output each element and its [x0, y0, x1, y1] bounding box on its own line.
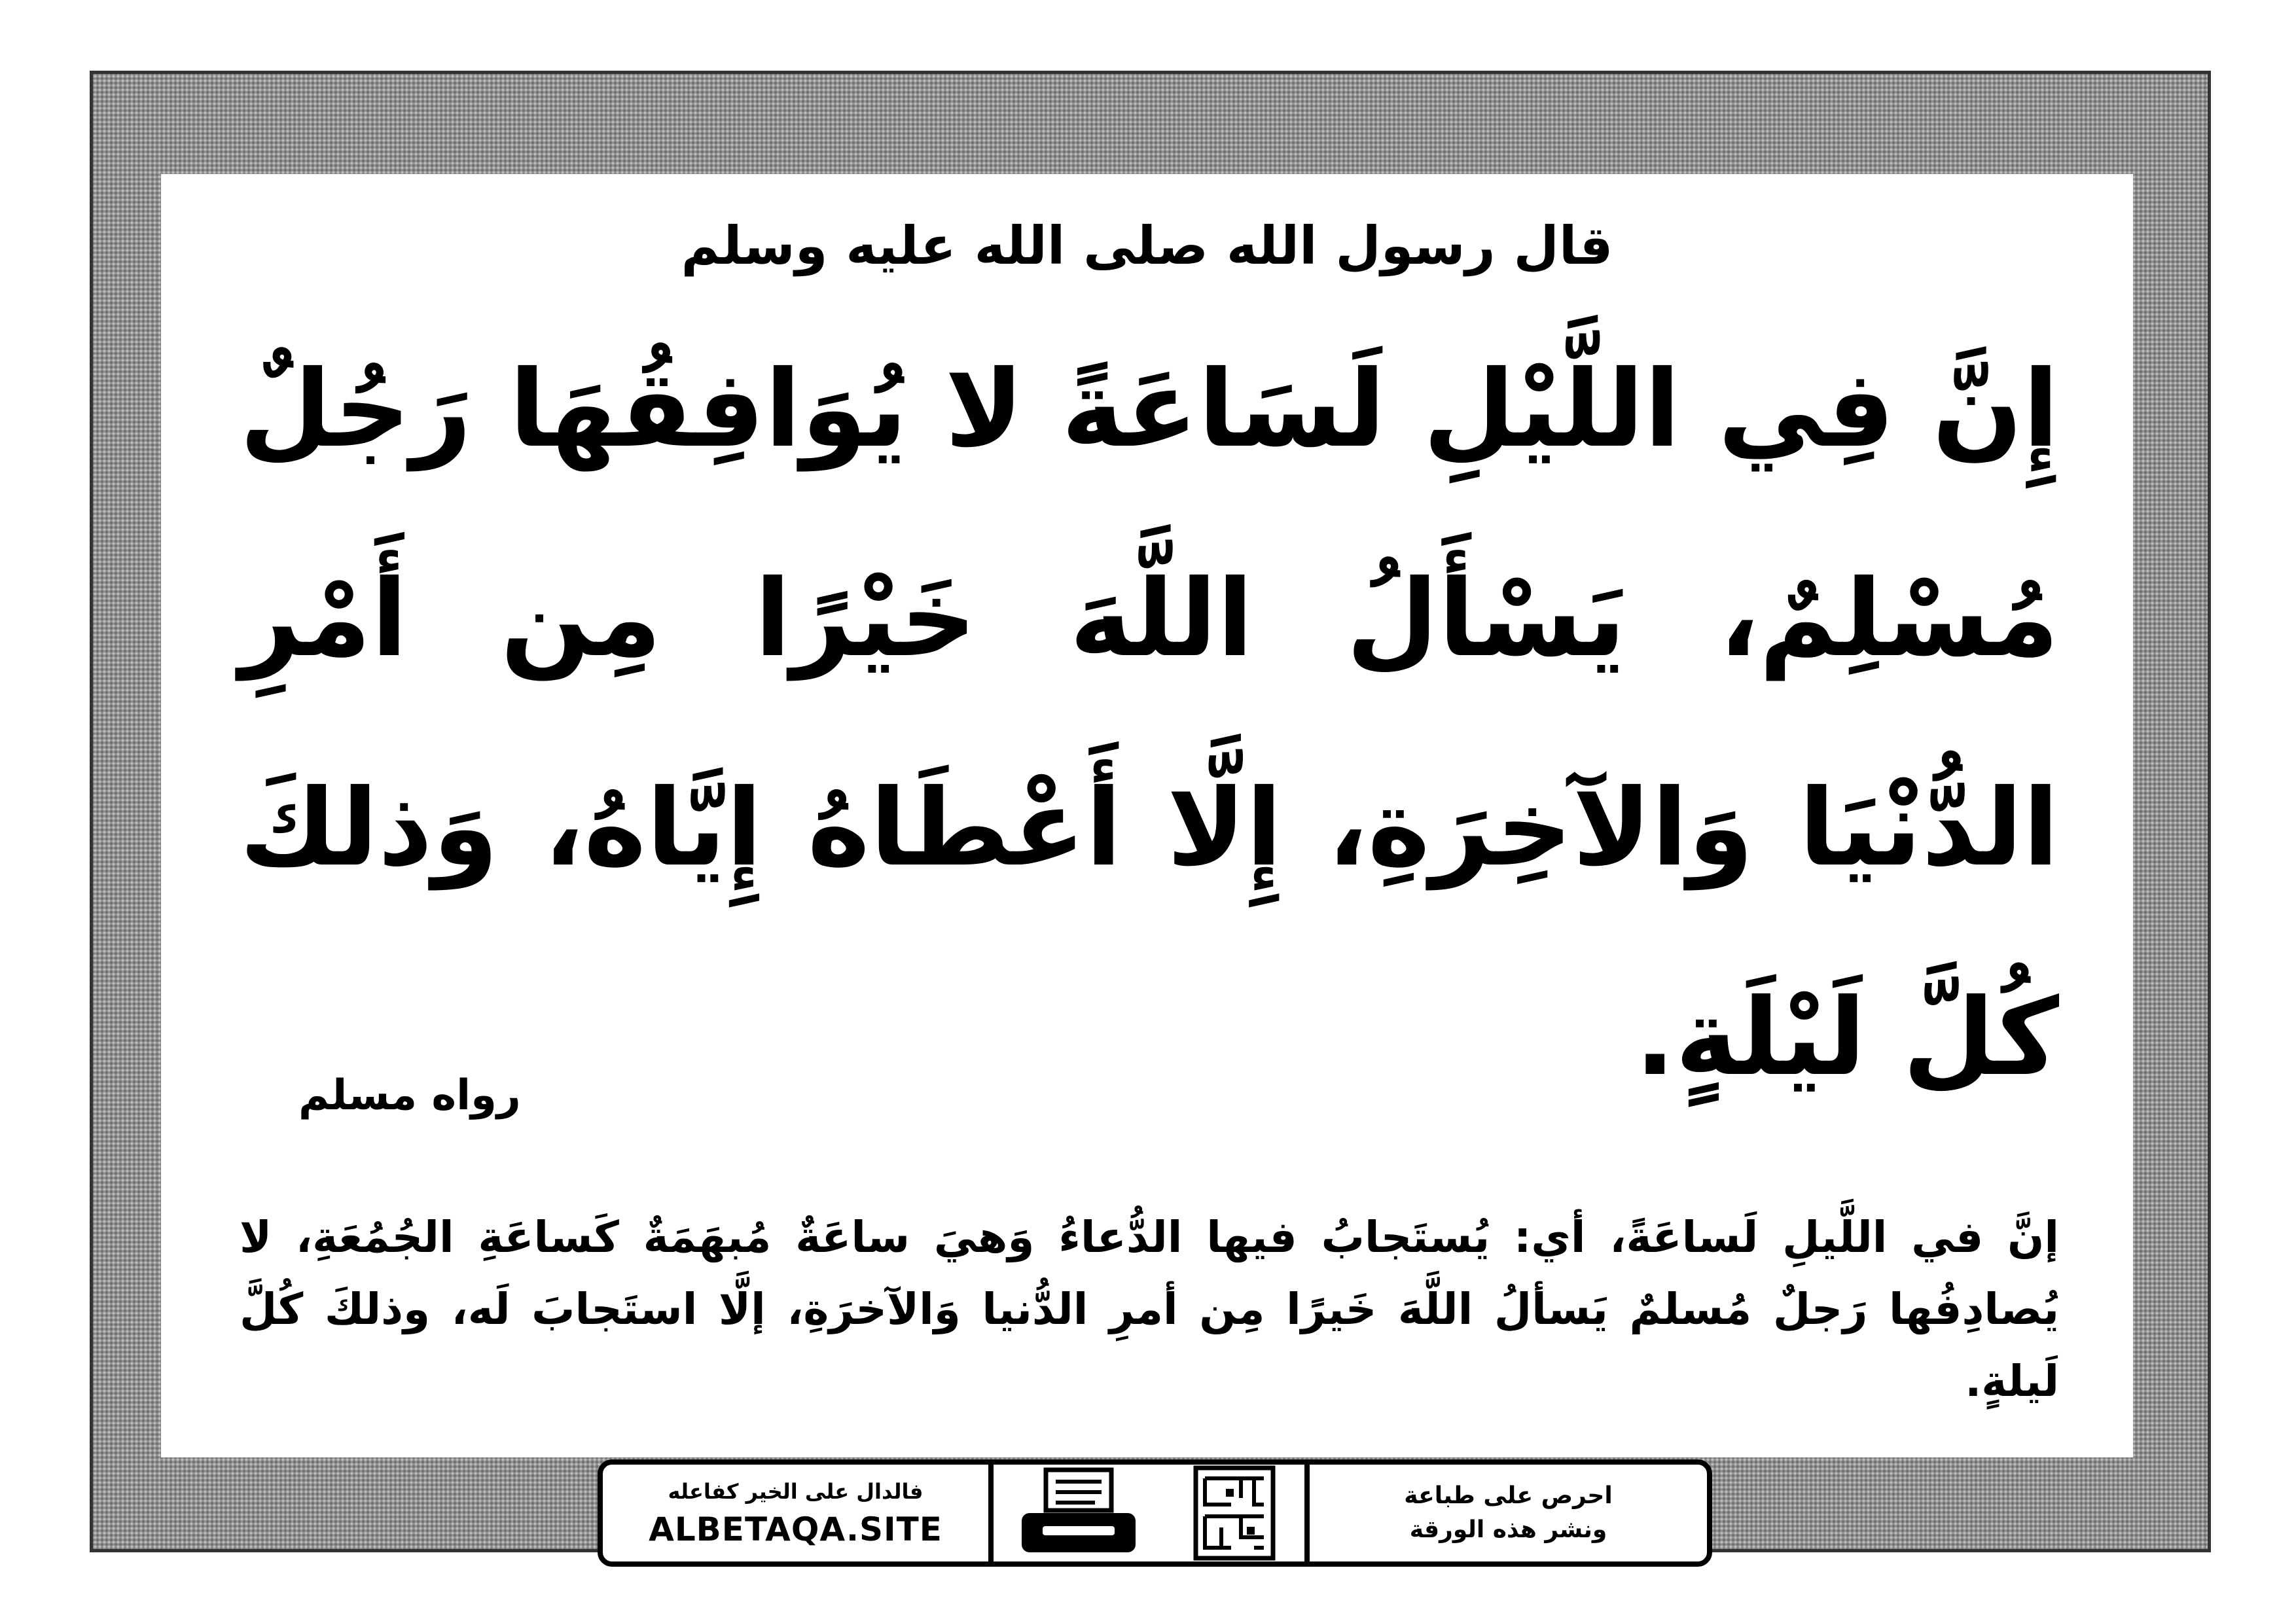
print-call-line2: ونشر هذه الورقة [1409, 1516, 1607, 1543]
site-link[interactable]: ALBETAQA.SITE [649, 1510, 942, 1548]
header-text: قال رسول الله صلى الله عليه وسلم [681, 215, 1613, 276]
print-call-line1: احرص على طباعة [1404, 1482, 1613, 1509]
printer-icon [994, 1465, 1164, 1561]
footer-bar [598, 1459, 1712, 1567]
site-info [603, 1465, 994, 1561]
explanation-text: إنَّ في اللَّيلِ لَساعَةً، أي: يُستَجابُ فيها الدُّعاءُ وَهيَ ساعَةٌ مُبهَمَةٌ كَساعَةِ الجُمُعَةِ، لا يُصادِفُها رَجلٌ مُسلمٌ يَسألُ اللَّهَ خَيرًا مِن أمرِ الدُّنيا وَالآخرَةِ، إلَّا استَجابَ لَه، وذلكَ كُلَّ لَيلةٍ. [240, 1212, 2059, 1406]
daawah-paper-logo-icon [1164, 1465, 1304, 1561]
narrator-text: رواه مسلم [298, 1071, 521, 1120]
hadith-text: إِنَّ فِي اللَّيْلِ لَسَاعَةً لا يُوَافِقُهَا رَجُلٌ مُسْلِمٌ، يَسْأَلُ اللَّهَ خَيْرًا مِن أَمْرِ الدُّنْيَا وَالآخِرَةِ، إِلَّا أَعْطَاهُ إِيَّاهُ، وَذلكَ كُلَّ لَيْلَةٍ. [240, 348, 2059, 1099]
print-call [1304, 1465, 1707, 1561]
content-panel [161, 174, 2133, 1457]
tagline-text: فالدال على الخير كفاعله [668, 1479, 924, 1504]
